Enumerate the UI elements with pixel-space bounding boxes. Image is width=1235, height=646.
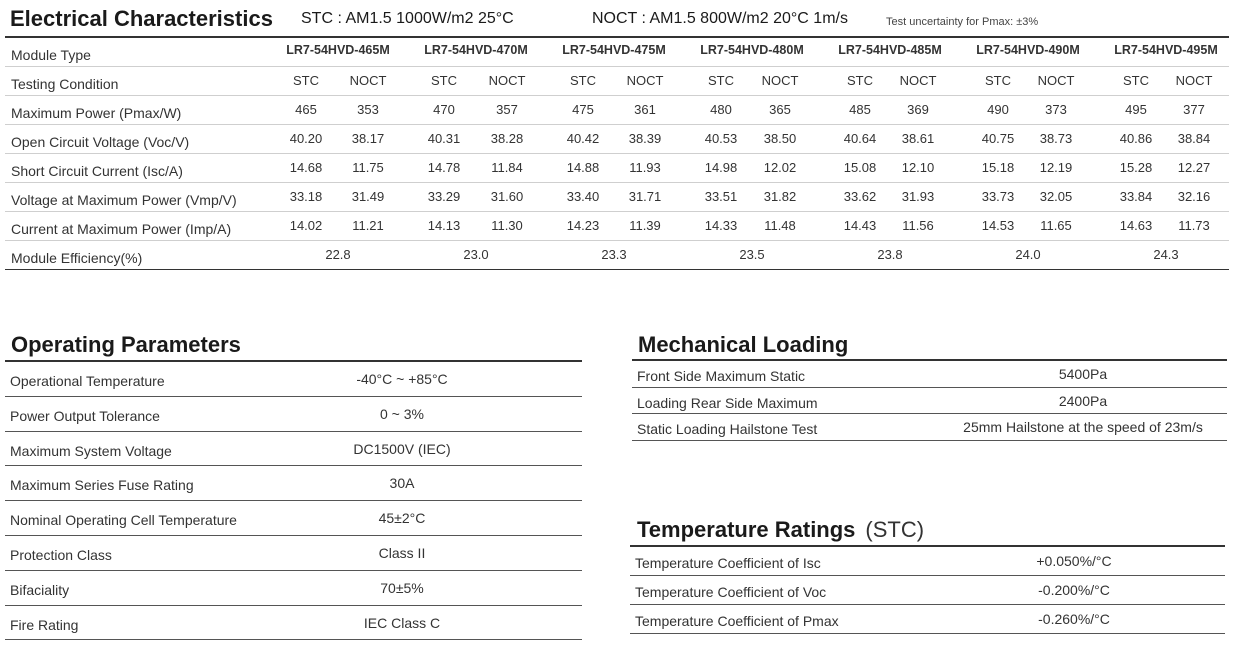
efficiency-value: 24.0 bbox=[1015, 247, 1041, 262]
spec-value: -40°C ~ +85°C bbox=[356, 371, 448, 387]
isc-noct-value: 12.02 bbox=[763, 160, 797, 175]
temperature-table bbox=[630, 545, 1225, 634]
row-label: Open Circuit Voltage (Voc/V) bbox=[11, 134, 190, 150]
table-row-imp bbox=[5, 212, 1229, 241]
temperature-title bbox=[637, 517, 924, 543]
test-uncertainty-note: Test uncertainty for Pmax: ±3% bbox=[886, 16, 1039, 28]
pmax-noct-value: 373 bbox=[1045, 102, 1067, 117]
stc-condition: STC : AM1.5 1000W/m2 25°C bbox=[301, 10, 514, 27]
noct-header: NOCT bbox=[488, 73, 526, 88]
noct-header: NOCT bbox=[349, 73, 387, 88]
spec-row bbox=[630, 545, 1225, 576]
spec-value: 70±5% bbox=[380, 579, 424, 596]
imp-noct-value: 11.21 bbox=[352, 218, 384, 233]
table-row-vmp bbox=[5, 183, 1229, 212]
spec-label: Static Loading Hailstone Test bbox=[637, 421, 818, 437]
spec-label: Front Side Maximum Static bbox=[637, 368, 806, 384]
voc-noct-value: 38.73 bbox=[1039, 131, 1073, 146]
vmp-noct-value: 31.60 bbox=[490, 189, 524, 204]
voc-noct-value: 38.84 bbox=[1177, 131, 1211, 146]
vmp-stc-value: 33.73 bbox=[981, 189, 1015, 204]
voc-noct-value: 38.28 bbox=[490, 131, 524, 146]
vmp-stc-value: 33.40 bbox=[566, 189, 600, 204]
spec-value: 25mm Hailstone at the speed of 23m/s bbox=[963, 419, 1203, 435]
table-row-voc bbox=[5, 125, 1229, 154]
stc-header: STC bbox=[708, 73, 734, 88]
spec-label: Nominal Operating Cell Temperature bbox=[10, 512, 237, 529]
imp-noct-value: 11.48 bbox=[764, 218, 796, 233]
isc-noct-value: 12.27 bbox=[1177, 160, 1211, 175]
isc-noct-value: 11.75 bbox=[352, 160, 384, 175]
spec-value: IEC Class C bbox=[363, 614, 441, 631]
temperature-subtitle: (STC) bbox=[865, 517, 925, 542]
imp-noct-value: 11.39 bbox=[629, 218, 661, 233]
imp-noct-value: 11.65 bbox=[1040, 218, 1072, 233]
spec-row bbox=[5, 571, 582, 606]
voc-noct-value: 38.17 bbox=[351, 131, 385, 146]
stc-header: STC bbox=[985, 73, 1011, 88]
row-label: Maximum Power (Pmax/W) bbox=[11, 105, 182, 121]
spec-row bbox=[5, 606, 582, 641]
voc-stc-value: 40.53 bbox=[704, 131, 738, 146]
table-row-isc bbox=[5, 154, 1229, 183]
pmax-noct-value: 353 bbox=[357, 102, 379, 117]
vmp-stc-value: 33.18 bbox=[289, 189, 323, 204]
vmp-stc-value: 33.51 bbox=[704, 189, 738, 204]
voc-noct-value: 38.61 bbox=[901, 131, 935, 146]
spec-label: Temperature Coefficient of Isc bbox=[635, 555, 821, 571]
efficiency-value: 23.0 bbox=[463, 247, 489, 262]
pmax-stc-value: 475 bbox=[572, 102, 594, 117]
noct-condition: NOCT : AM1.5 800W/m2 20°C 1m/s bbox=[592, 10, 848, 27]
voc-stc-value: 40.20 bbox=[289, 131, 323, 146]
vmp-noct-value: 31.93 bbox=[901, 189, 935, 204]
isc-noct-value: 12.19 bbox=[1039, 160, 1073, 175]
efficiency-value: 23.3 bbox=[601, 247, 627, 262]
spec-row bbox=[5, 536, 582, 571]
voc-stc-value: 40.75 bbox=[981, 131, 1015, 146]
electrical-table bbox=[5, 36, 1229, 270]
imp-stc-value: 14.33 bbox=[704, 218, 738, 233]
spec-label: Fire Rating bbox=[10, 616, 79, 633]
pmax-noct-value: 365 bbox=[769, 102, 791, 117]
vmp-noct-value: 32.16 bbox=[1177, 189, 1211, 204]
vmp-noct-value: 32.05 bbox=[1039, 189, 1073, 204]
spec-value: Class II bbox=[378, 544, 426, 561]
model-name-7: LR7-54HVD-495M bbox=[1114, 43, 1218, 57]
spec-value: 45±2°C bbox=[378, 510, 426, 527]
row-label: Short Circuit Current (Isc/A) bbox=[11, 163, 183, 179]
voc-noct-value: 38.39 bbox=[628, 131, 662, 146]
model-name-6: LR7-54HVD-490M bbox=[976, 43, 1080, 57]
imp-stc-value: 14.53 bbox=[981, 218, 1015, 233]
pmax-noct-value: 377 bbox=[1183, 102, 1205, 117]
efficiency-value: 22.8 bbox=[325, 247, 351, 262]
spec-value: +0.050%/°C bbox=[1036, 553, 1112, 569]
spec-label: Protection Class bbox=[10, 546, 112, 563]
imp-noct-value: 11.56 bbox=[902, 218, 934, 233]
spec-value: 5400Pa bbox=[1058, 366, 1108, 382]
temperature-title-text: Temperature Ratings bbox=[637, 517, 856, 542]
row-label: Module Type bbox=[11, 47, 91, 63]
pmax-stc-value: 480 bbox=[710, 102, 732, 117]
mechanical-title: Mechanical Loading bbox=[638, 332, 849, 357]
row-label: Current at Maximum Power (Imp/A) bbox=[11, 221, 232, 237]
isc-noct-value: 12.10 bbox=[901, 160, 935, 175]
pmax-stc-value: 470 bbox=[433, 102, 455, 117]
pmax-noct-value: 357 bbox=[496, 102, 518, 117]
vmp-noct-value: 31.82 bbox=[763, 189, 797, 204]
model-name-4: LR7-54HVD-480M bbox=[700, 43, 804, 57]
spec-row bbox=[5, 501, 582, 536]
operating-title: Operating Parameters bbox=[11, 332, 241, 357]
vmp-stc-value: 33.62 bbox=[843, 189, 877, 204]
electrical-title: Electrical Characteristics bbox=[10, 6, 273, 31]
table-row-testing-condition bbox=[5, 67, 1229, 96]
voc-stc-value: 40.42 bbox=[566, 131, 600, 146]
spec-value: 30A bbox=[389, 475, 415, 492]
isc-noct-value: 11.93 bbox=[629, 160, 661, 175]
model-name-1: LR7-54HVD-465M bbox=[286, 43, 390, 57]
imp-noct-value: 11.30 bbox=[491, 218, 523, 233]
vmp-stc-value: 33.29 bbox=[427, 189, 461, 204]
isc-stc-value: 14.78 bbox=[427, 160, 461, 175]
voc-noct-value: 38.50 bbox=[763, 131, 797, 146]
pmax-stc-value: 485 bbox=[849, 102, 871, 117]
isc-noct-value: 11.84 bbox=[491, 160, 523, 175]
spec-row bbox=[630, 576, 1225, 605]
isc-stc-value: 15.18 bbox=[981, 160, 1015, 175]
pmax-stc-value: 465 bbox=[295, 102, 317, 117]
stc-header: STC bbox=[570, 73, 596, 88]
spec-row bbox=[630, 605, 1225, 634]
pmax-noct-value: 369 bbox=[907, 102, 929, 117]
stc-header: STC bbox=[293, 73, 319, 88]
voc-stc-value: 40.86 bbox=[1119, 131, 1153, 146]
electrical-header bbox=[10, 4, 1235, 36]
model-name-2: LR7-54HVD-470M bbox=[424, 43, 528, 57]
voc-stc-value: 40.64 bbox=[843, 131, 877, 146]
isc-stc-value: 15.28 bbox=[1119, 160, 1153, 175]
efficiency-value: 23.5 bbox=[739, 247, 765, 262]
imp-stc-value: 14.43 bbox=[843, 218, 877, 233]
model-name-3: LR7-54HVD-475M bbox=[562, 43, 666, 57]
spec-label: Maximum Series Fuse Rating bbox=[10, 477, 194, 494]
spec-label: Loading Rear Side Maximum bbox=[637, 394, 818, 411]
model-name-5: LR7-54HVD-485M bbox=[838, 43, 942, 57]
isc-stc-value: 14.88 bbox=[566, 160, 600, 175]
vmp-stc-value: 33.84 bbox=[1119, 189, 1153, 204]
efficiency-value: 24.3 bbox=[1153, 247, 1179, 262]
vmp-noct-value: 31.49 bbox=[351, 189, 385, 204]
spec-row bbox=[632, 388, 1227, 415]
spec-value: 0 ~ 3% bbox=[380, 405, 424, 422]
operating-table bbox=[5, 360, 582, 640]
pmax-stc-value: 495 bbox=[1125, 102, 1147, 117]
mechanical-table bbox=[632, 359, 1227, 441]
noct-header: NOCT bbox=[761, 73, 799, 88]
isc-stc-value: 15.08 bbox=[843, 160, 877, 175]
spec-value: DC1500V (IEC) bbox=[353, 440, 451, 457]
spec-label: Temperature Coefficient of Voc bbox=[635, 584, 827, 600]
imp-stc-value: 14.13 bbox=[427, 218, 461, 233]
spec-row bbox=[5, 432, 582, 467]
spec-label: Maximum System Voltage bbox=[10, 442, 172, 459]
isc-stc-value: 14.68 bbox=[289, 160, 323, 175]
efficiency-value: 23.8 bbox=[877, 247, 903, 262]
spec-row bbox=[5, 397, 582, 432]
spec-value: -0.200%/°C bbox=[1038, 582, 1110, 598]
table-row-module-type bbox=[5, 36, 1229, 67]
imp-stc-value: 14.02 bbox=[289, 218, 323, 233]
noct-header: NOCT bbox=[1175, 73, 1213, 88]
spec-row bbox=[632, 359, 1227, 388]
spec-row bbox=[5, 360, 582, 397]
pmax-noct-value: 361 bbox=[634, 102, 656, 117]
vmp-noct-value: 31.71 bbox=[628, 189, 662, 204]
spec-value: -0.260%/°C bbox=[1038, 611, 1110, 627]
row-label: Voltage at Maximum Power (Vmp/V) bbox=[11, 192, 237, 208]
pmax-stc-value: 490 bbox=[987, 102, 1009, 117]
noct-header: NOCT bbox=[626, 73, 664, 88]
imp-stc-value: 14.23 bbox=[566, 218, 600, 233]
stc-header: STC bbox=[1123, 73, 1149, 88]
isc-stc-value: 14.98 bbox=[704, 160, 738, 175]
noct-header: NOCT bbox=[1037, 73, 1075, 88]
spec-label: Power Output Tolerance bbox=[10, 407, 160, 424]
row-label: Testing Condition bbox=[11, 76, 119, 92]
table-row-pmax bbox=[5, 96, 1229, 125]
spec-row bbox=[5, 466, 582, 501]
stc-header: STC bbox=[847, 73, 873, 88]
noct-header: NOCT bbox=[899, 73, 937, 88]
spec-value: 2400Pa bbox=[1058, 392, 1108, 409]
spec-label: Temperature Coefficient of Pmax bbox=[635, 613, 839, 629]
spec-label: Operational Temperature bbox=[10, 373, 165, 389]
imp-stc-value: 14.63 bbox=[1119, 218, 1153, 233]
spec-label: Bifaciality bbox=[10, 581, 70, 598]
imp-noct-value: 11.73 bbox=[1178, 218, 1210, 233]
spec-row bbox=[632, 414, 1227, 441]
table-row-efficiency bbox=[5, 241, 1229, 270]
row-label: Module Efficiency(%) bbox=[11, 250, 143, 266]
voc-stc-value: 40.31 bbox=[427, 131, 461, 146]
stc-header: STC bbox=[431, 73, 457, 88]
